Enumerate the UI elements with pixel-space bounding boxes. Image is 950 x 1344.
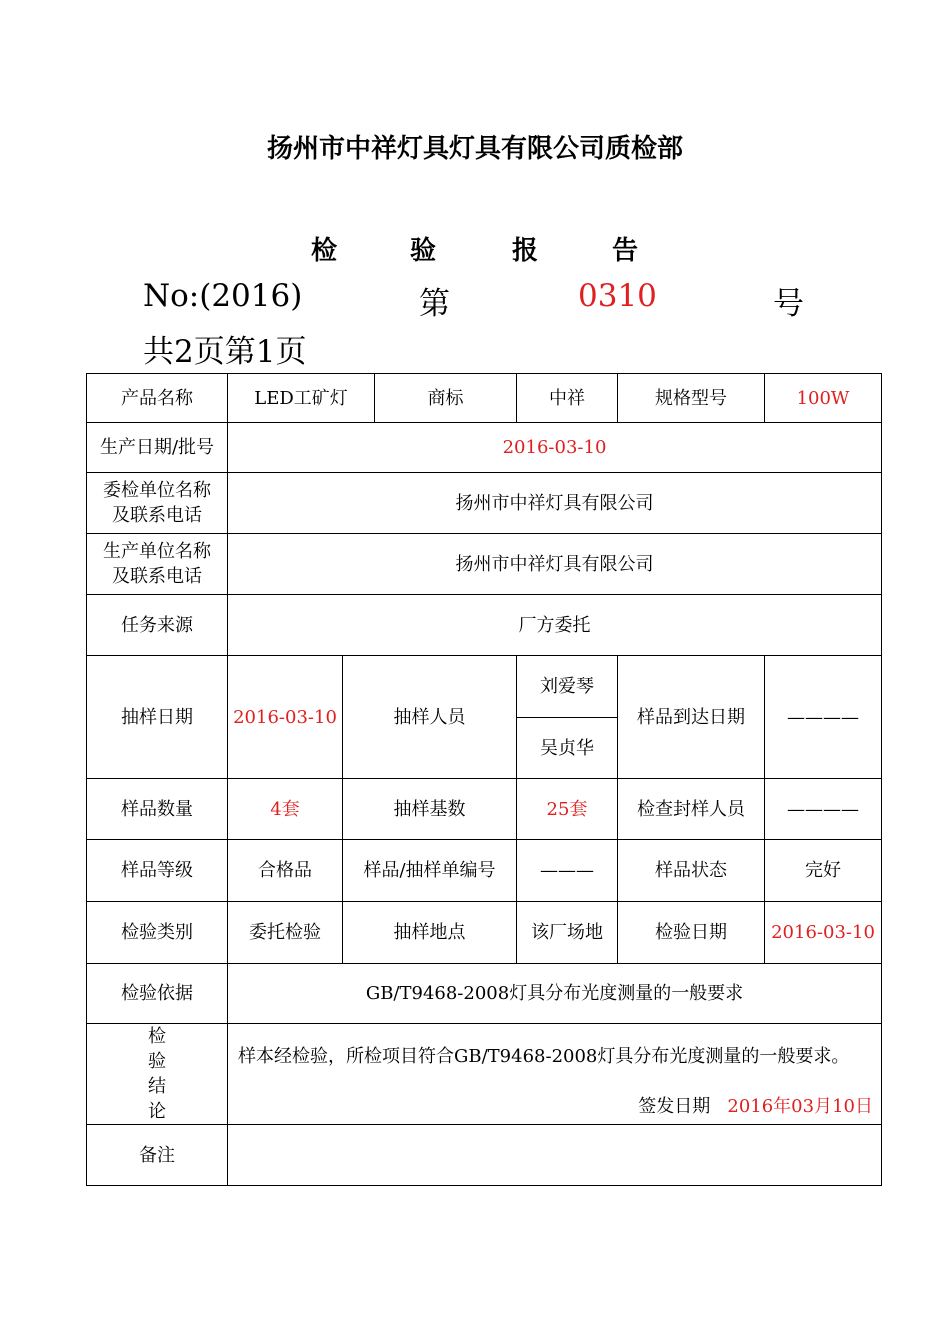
inspect-date-label: 检验日期 (618, 902, 765, 964)
report-number-line (143, 278, 813, 322)
table-row (87, 534, 882, 595)
report-number-hao: 号 (773, 286, 804, 322)
report-title-char-3: 报 (512, 236, 539, 266)
report-number-di: 第 (419, 286, 450, 322)
sampling-date: 2016-03-10 (228, 656, 343, 779)
conclusion-label-char-4: 论 (148, 1101, 166, 1122)
table-row (87, 595, 882, 656)
client-label-line2: 及联系电话 (112, 505, 202, 526)
sampler-label: 抽样人员 (343, 656, 517, 779)
sampler-2: 吴贞华 (517, 718, 618, 779)
report-title (0, 230, 950, 270)
table-row (87, 473, 882, 534)
report-number: 0310 (578, 278, 657, 314)
basis: GB/T9468-2008灯具分布光度测量的一般要求 (228, 964, 882, 1024)
sealer: ———— (765, 779, 882, 840)
arrival-date-label: 样品到达日期 (618, 656, 765, 779)
producer-name: 扬州市中祥灯具有限公司 (228, 534, 882, 595)
sampling-date-label: 抽样日期 (87, 656, 228, 779)
model: 100W (765, 374, 882, 423)
issue-date-line (638, 1094, 873, 1119)
task-source-label: 任务来源 (87, 595, 228, 656)
conclusion-text: 样本经检验，所检项目符合GB/T9468-2008灯具分布光度测量的一般要求。 (238, 1046, 850, 1067)
grade-label: 样品等级 (87, 840, 228, 902)
issue-date: 2016年03月10日 (727, 1096, 873, 1117)
table-row (87, 374, 882, 423)
client-name: 扬州市中祥灯具有限公司 (228, 473, 882, 534)
grade: 合格品 (228, 840, 343, 902)
table-row (87, 964, 882, 1024)
conclusion-label (87, 1024, 228, 1125)
sample-state-label: 样品状态 (618, 840, 765, 902)
inspect-date: 2016-03-10 (765, 902, 882, 964)
sample-qty: 4套 (228, 779, 343, 840)
inspect-type: 委托检验 (228, 902, 343, 964)
sampling-place-label: 抽样地点 (343, 902, 517, 964)
sample-base: 25套 (517, 779, 618, 840)
report-title-char-2: 验 (410, 236, 437, 266)
task-source: 厂方委托 (228, 595, 882, 656)
arrival-date: ———— (765, 656, 882, 779)
table-row (87, 656, 882, 718)
producer-label-line1: 生产单位名称 (103, 541, 211, 562)
report-title-char-4: 告 (612, 236, 639, 266)
org-title: 扬州市中祥灯具灯具有限公司质检部 (266, 134, 683, 164)
product-name: LED工矿灯 (228, 374, 375, 423)
conclusion-cell (228, 1024, 882, 1125)
client-label-line1: 委检单位名称 (103, 480, 211, 501)
producer-label (87, 534, 228, 595)
remarks-label: 备注 (87, 1125, 228, 1186)
sample-qty-label: 样品数量 (87, 779, 228, 840)
sample-no: ——— (517, 840, 618, 902)
brand-label: 商标 (375, 374, 517, 423)
inspection-table (86, 373, 882, 1186)
report-title-char-1: 检 (311, 236, 338, 266)
table-row (87, 840, 882, 902)
conclusion-label-char-3: 结 (148, 1076, 166, 1097)
sampler-1: 刘爱琴 (517, 656, 618, 718)
inspect-type-label: 检验类别 (87, 902, 228, 964)
table-row (87, 779, 882, 840)
sample-no-label: 样品/抽样单编号 (343, 840, 517, 902)
conclusion-label-char-2: 验 (148, 1051, 166, 1072)
client-label (87, 473, 228, 534)
sampling-place: 该厂场地 (517, 902, 618, 964)
table-row (87, 1024, 882, 1125)
table-row (87, 423, 882, 473)
table-row (87, 902, 882, 964)
table-row (87, 1125, 882, 1186)
page-info: 共2页第1页 (143, 334, 307, 370)
remarks (228, 1125, 882, 1186)
prod-date: 2016-03-10 (228, 423, 882, 473)
brand: 中祥 (517, 374, 618, 423)
sample-state: 完好 (765, 840, 882, 902)
conclusion-label-char-1: 检 (148, 1026, 166, 1047)
report-number-prefix: No:(2016) (143, 278, 303, 314)
producer-label-line2: 及联系电话 (112, 566, 202, 587)
prod-date-label: 生产日期/批号 (87, 423, 228, 473)
sealer-label: 检查封样人员 (618, 779, 765, 840)
issue-date-label: 签发日期 (638, 1096, 711, 1117)
sample-base-label: 抽样基数 (343, 779, 517, 840)
model-label: 规格型号 (618, 374, 765, 423)
basis-label: 检验依据 (87, 964, 228, 1024)
product-name-label: 产品名称 (87, 374, 228, 423)
